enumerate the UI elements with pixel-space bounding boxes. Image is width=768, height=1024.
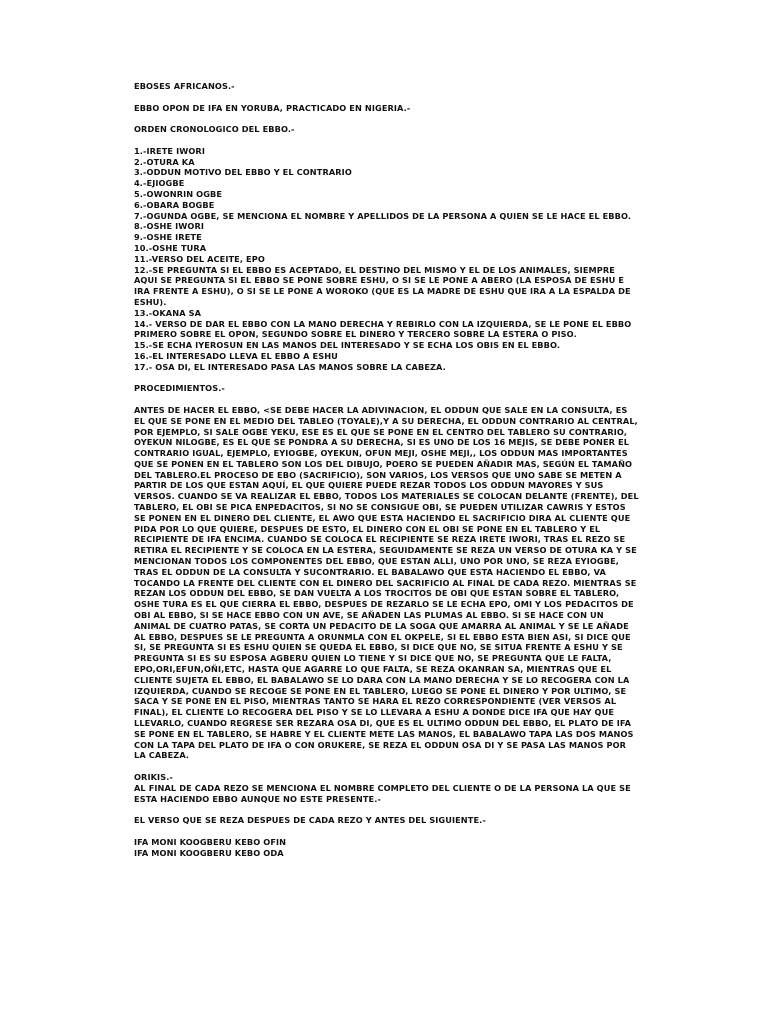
order-item: 3.-ODDUN MOTIVO DEL EBBO Y EL CONTRARIO <box>134 167 352 178</box>
verse-heading: EL VERSO QUE SE REZA DESPUES DE CADA REZO Y ANTES DEL SIGUIENTE.- <box>134 815 486 826</box>
order-item: 2.-OTURA KA <box>134 156 195 167</box>
orikis-paragraph: AL FINAL DE CADA REZO SE MENCIONA EL NOMBRE COMPLETO DEL CLIENTE O DE LA PERSONA LA QUE SE ESTA HACIENDO EBBO AUNQUE NO ESTE PRESENTE.- <box>134 782 631 804</box>
procedures-heading: PROCEDIMIENTOS.- <box>134 383 225 394</box>
order-item: 15.-SE ECHA IYEROSUN EN LAS MANOS DEL INTERESADO Y SE ECHA LOS OBIS EN EL EBBO. <box>134 340 561 351</box>
order-item: 9.-OSHE IRETE <box>134 232 202 243</box>
order-item: 10.-OSHE TURA <box>134 242 207 253</box>
order-item: 14.- VERSO DE DAR EL EBBO CON LA MANO DERECHA Y REBIRLO CON LA IZQUIERDA, SE LE PONE EL EBBO PRIMERO SOBRE EL OPON, SEGUNDO SOBRE EL DINERO Y TERCERO SOBRE LA ESTERA O PISO. <box>134 318 632 340</box>
document-title: EBOSES AFRICANOS.- <box>134 81 235 91</box>
document-page <box>134 81 640 869</box>
verse-list <box>134 837 640 859</box>
order-item: 13.-OKANA SA <box>134 307 202 318</box>
order-item: 5.-OWONRIN OGBE <box>134 188 223 199</box>
order-item: 16.-EL INTERESADO LLEVA EL EBBO A ESHU <box>134 350 338 361</box>
order-item: 4.-EJIOGBE <box>134 178 185 189</box>
procedures-paragraph: ANTES DE HACER EL EBBO, <SE DEBE HACER LA ADIVINACION, EL ODDUN QUE SALE EN LA CONSULTA, ES EL QUE SE PONE EN EL MEDIO DEL TABLEO (TOYALE),Y A SU DERECHA, EL ODDUN CONTRARIO AL CENTRAL, POR EJEMPLO, SI SALE OGBE YEKU, ESE ES EL QUE SE PONE EN EL CENTRO DEL TABLERO SU CONTRARIO, OYEKUN NILOGBE, ES EL QUE SE PONDRA A SU DERECHA, SI ES UNO DE LOS 16 MEJIS, SE DEBE PONER EL CONTRARIO IGUAL, EJEMPLO, EYIOGBE, OYEKUN, OFUN MEJI, OSHE MEJI,, LOS ODDUN MAS IMPORTANTES QUE SE PONEN EN EL TABLERO SON LOS DEL DIBUJO, POERO SE PUEDEN AÑADIR MAS, SEGÚN EL TAMAÑO DEL TABLERO.EL PROCESO DE EBO (SACRIFICIO), SON VARIOS, LOS VERSOS QUE UNO SABE SE METEN A PARTIR DE LOS QUE ESTAN AQUÍ, EL QUE QUIERE PUEDE REZAR TODOS LOS ODDUN MAYORES Y SUS VERSOS. CUANDO SE VA REALIZAR EL EBBO, TODOS LOS MATERIALES SE COLOCAN DELANTE (FRENTE), DEL TABLERO, EL OBI SE PICA ENPEDACITOS, SI NO SE CONSIGUE OBI, SE PUEDEN UTILIZAR CAWRIS Y ESTOS SE PONEN EN EL DINERO DEL CLIENTE, EL AWO QUE ESTA HACIENDO EL SACRIFICIO DIRA AL CLIENTE QUE PIDA POR LO QUE QUIERE, DESPUES DE ESTO, EL DINERO CON EL OBI SE PONE EN EL TABLERO Y EL RECIPIENTE DE IFA ENCIMA. CUANDO SE COLOCA EL RECIPIENTE SE REZA IRETE IWORI, TRAS EL REZO SE RETIRA EL RECIPIENTE Y SE COLOCA EN LA ESTERA, SEGUIDAMENTE SE REZA UN VERSO DE OTURA KA Y SE MENCIONAN TODOS LOS COMPONENTES DEL EBBO, QUE ESTAN ALLI, UNO POR UNO, SE REZA EYIOGBE, TRAS EL ODDUN DE LA CONSULTA Y SUCONTRARIO. EL BABALAWO QUE ESTA HACIENDO EL EBBO, VA TOCANDO LA FRENTE DEL CLIENTE CON EL DINERO DEL SACRIFICIO AL FINAL DE CADA REZO. MIENTRAS SE REZAN LOS ODDUN DEL EBBO, SE DAN VUELTA A LOS TROCITOS DE OBI QUE ESTAN SOBRE EL TABLERO, OSHE TURA ES EL QUE CIERRA EL EBBO, DESPUES DE REZARLO SE LE ECHA EPO, OMI Y LOS PEDACITOS DE OBI AL EBBO, SI SE HACE EBBO CON UN AVE, SE AÑADEN LAS PLUMAS AL EBBO. SI SE HACE CON UN ANIMAL DE CUATRO PATAS, SE CORTA UN PEDACITO DE LA SOGA QUE AMARRA AL ANIMAL Y SE LE AÑADE AL EBBO, DESPUES SE LE PREGUNTA A ORUNMLA CON EL OKPELE, SI EL EBBO ESTA BIEN ASI, SI DICE QUE SI, SE PREGUNTA SI ES ESHU QUIEN SE QUEDA EL EBBO, SI DICE QUE NO, SE SITUA FRENTE A ESHU Y SE PREGUNTA SI ES SU ESPOSA AGBERU QUIEN LO TIENE Y SI DICE QUE NO, SE PREGUNTA QUE LE FALTA, EPO,ORI,EFUN,OÑI,ETC, HASTA QUE AGARRE LO QUE FALTA, SE REZA OKANRAN SA, MIENTRAS QUE EL CLIENTE SUJETA EL EBBO, EL BABALAWO SE LO DARA CON LA MANO DERECHA Y SE LO RECOGERA CON LA IZQUIERDA, CUANDO SE RECOGE SE PONE EN EL TABLERO, LUEGO SE PONE EL DINERO Y POR ULTIMO, SE SACA Y SE PONE EN EL PISO, MIENTRAS TANTO SE HARA EL REZO CORRESPONDIENTE (VER VERSOS AL FINAL), EL CLIENTE LO RECOGERA DEL PISO Y SE LO LLEVARA A ESHU A DONDE DICE IFA QUE HAY QUE LLEVARLO, CUANDO REGRESE SER REZARA OSA DI, QUE ES EL ULTIMO ODDUN DEL EBBO, EL PLATO DE IFA SE PONE EN EL TABLERO, SE HABRE Y EL CLIENTE METE LAS MANOS, EL BABALAWO TAPA LAS DOS MANOS CON LA TAPA DEL PLATO DE IFA O CON ORUKERE, SE REZA EL ODDUN OSA DI Y SE PASA LAS MANOS POR LA CABEZA. <box>134 404 639 761</box>
order-item: 7.-OGUNDA OGBE, SE MENCIONA EL NOMBRE Y APELLIDOS DE LA PERSONA A QUIEN SE LE HACE EL EBBO. <box>134 210 632 221</box>
order-item: 1.-IRETE IWORI <box>134 145 205 156</box>
order-item: 11.-VERSO DEL ACEITE, EPO <box>134 253 265 264</box>
verse-line: IFA MONI KOOGBERU KEBO ODA <box>134 847 284 858</box>
orikis-heading: ORIKIS.- <box>134 772 173 782</box>
order-item: 12.-SE PREGUNTA SI EL EBBO ES ACEPTADO, EL DESTINO DEL MISMO Y EL DE LOS ANIMALES, SIEMPRE AQUI SE PREGUNTA SI EL EBBO SE PONE SOBRE ESHU, O SI SE LE PONE A ABERO (LA ESPOSA DE ESHU E IRA FRENTE A ESHU), O SI SE LE PONE A WOROKO (QUE ES LA MADRE DE ESHU QUE IRA A LA ESPALDA DE ESHU). <box>134 264 631 307</box>
order-item: 17.- OSA DI, EL INTERESADO PASA LAS MANOS SOBRE LA CABEZA. <box>134 361 446 372</box>
verse-line: IFA MONI KOOGBERU KEBO OFIN <box>134 836 287 847</box>
order-item: 8.-OSHE IWORI <box>134 221 205 232</box>
order-item: 6.-OBARA BOGBE <box>134 199 215 210</box>
order-heading: ORDEN CRONOLOGICO DEL EBBO.- <box>134 124 295 135</box>
order-list <box>134 146 640 373</box>
document-subtitle: EBBO OPON DE IFA EN YORUBA, PRACTICADO EN NIGERIA.- <box>134 102 411 113</box>
